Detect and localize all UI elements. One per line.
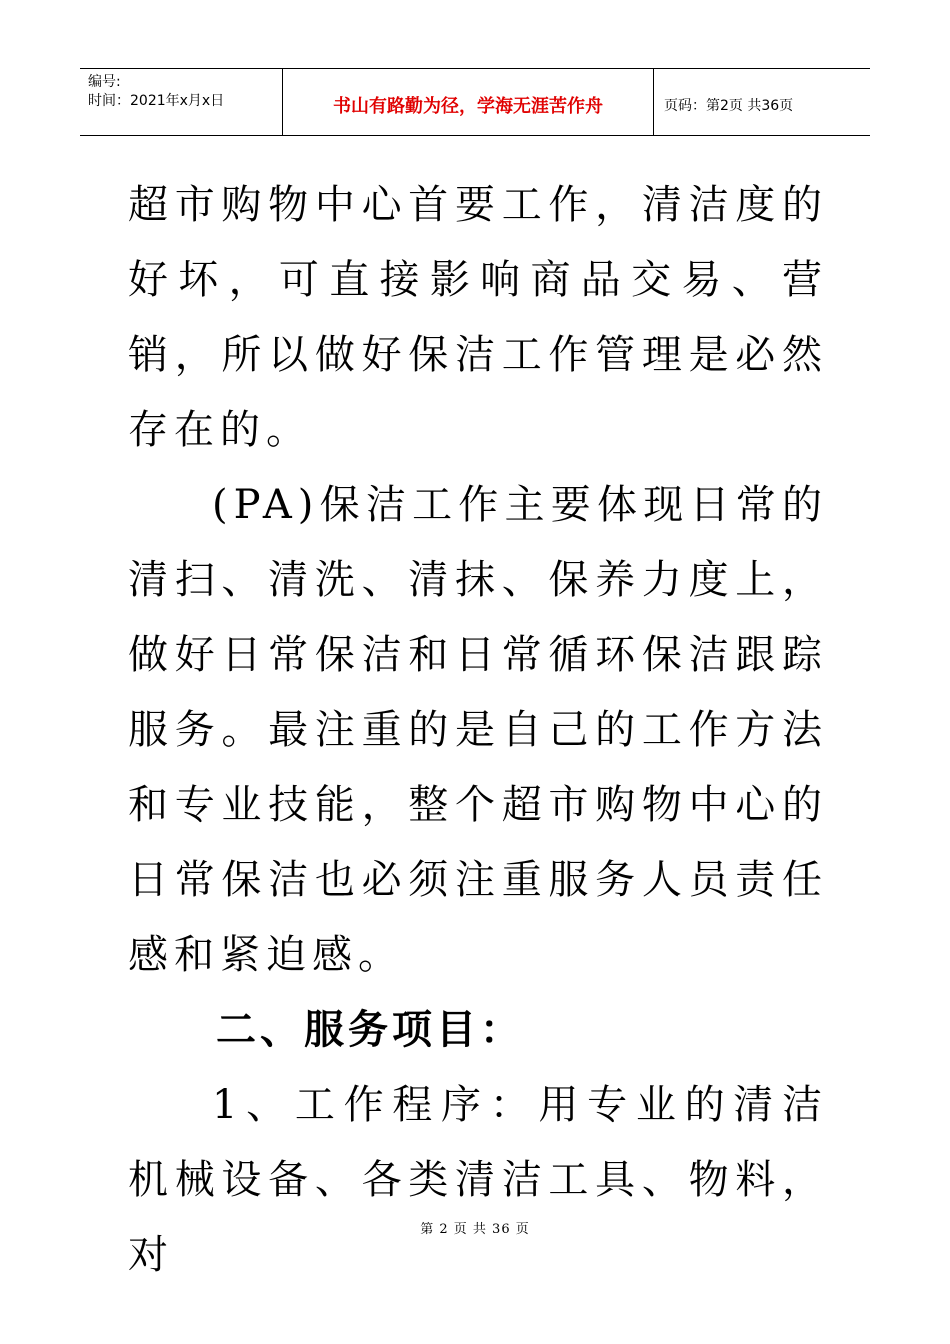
page-footer — [0, 1218, 950, 1237]
footer-page-number: 第 2 页 共 36 页 — [420, 1222, 530, 1237]
document-time-label: 时间：2021年x月x日 — [88, 93, 225, 109]
section-heading-services: 二、服务项目： — [216, 1007, 524, 1053]
page-header — [80, 68, 870, 136]
motto-text: 书山有路勤为径，学海无涯苦作舟 — [333, 96, 603, 117]
document-body — [128, 168, 828, 1293]
paragraph-1: 超市购物中心首要工作，清洁度的好坏，可直接影响商品交易、营销，所以做好保洁工作管理是必然存在的。 — [128, 182, 828, 453]
page-info-text: 页码：第2页 共36页 — [664, 98, 794, 114]
paragraph-2: (PA)保洁工作主要体现日常的清扫、清洗、清抹、保养力度上，做好日常保洁和日常循环保洁跟踪服务。最注重的是自己的工作方法和专业技能，整个超市购物中心的日常保洁也必须注重服务人员责任感和紧迫感。 — [128, 482, 828, 978]
paragraph-3: 1、工作程序：用专业的清洁机械设备、各类清洁工具、物料，对 — [128, 1082, 828, 1278]
header-meta — [80, 69, 282, 135]
header-page-info — [654, 69, 870, 135]
document-number-label: 编号: — [88, 74, 121, 90]
header-motto — [282, 69, 654, 135]
